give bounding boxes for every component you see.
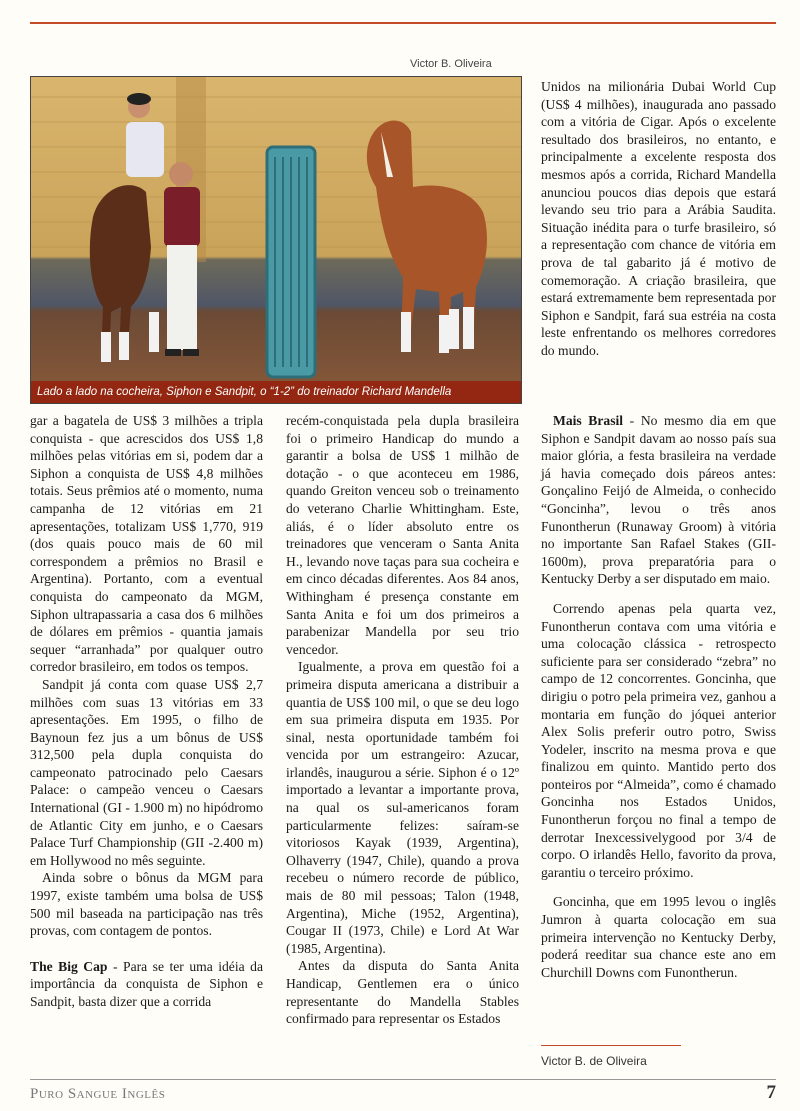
column-3-top (541, 78, 776, 360)
paragraph: Correndo apenas pela quarta vez, Funontherun contava com uma vitória e uma colocação clássica - retrospecto suficiente para ser considerado “zebra” no campo de 12 concorrentes. Goncinha, que dirigiu o potro pela primeira vez, ganhou a montaria em função do jóquei anterior Alex Solis preferir outro potro, Swiss Yodeler, inscrito na mesma prova e que finalizou em quinto. Mantido perto dos ponteiros por “Almeida”, como é chamado Goncinha nos Estados Unidos, Funontherun forçou no final a tempo de derrotar Inexcessivelygood por 3/4 de corpo. O irlandês Hello, favorito da prova, garantiu o terceiro próximo. (541, 600, 776, 880)
footer-rule (30, 1079, 776, 1080)
paragraph: Unidos na milionária Dubai World Cup (US$ 4 milhões), inaugurada ano passado com a vitória de Cigar. Após o excelente resultado dos brasileiros, no entanto, e principalmente a excelente resposta dos mesmos após a corrida, Richard Mandella anunciou poucos dias depois que estará levando seu trio para a Arábia Saudita. Situação inédita para o turfe brasileiro, só a representação com chance de vitória em prova de tal gabarito já é motivo de comemoração. A criação brasileira, que estará extremamente bem representada por Siphon e Sandpit, fará sua estréia na costa leste enfrentando os melhores corredores do mundo. (541, 79, 776, 358)
stable-scene-illustration (31, 77, 521, 403)
section-lead: - No mesmo dia em que Siphon e Sandpit davam ao nosso país sua maior glória, a festa brasileira na verdade já havia começado dois páreos antes: Gonçalino Feijó de Almeida, o conhecido “Goncinha”, levou o três anos Funontherun (Runaway Groom) à vitória no importante San Rafael Stakes (GII-1600m), prova preparatória para o Kentucky Derby a ser disputado em maio. (541, 413, 776, 587)
paragraph: Igualmente, a prova em questão foi a primeira disputa americana a distribuir a quantia de US$ 100 mil, o que se deu logo em sua primeira disputa em 1935. Por sinal, nesta oportunidade também foi vencida por um estrangeiro: Azucar, irlandês, inaugurou a série. Siphon é o 12º importado a levantar a importante prova, na qual os sul-americanos foram particularmente felizes: saíram-se vitoriosos Kayak (1939, Argentina), Olhaverry (1947, Chile), quando a prova recebeu o número recorde de público, mais de 80 mil pessoas; Talon (1948, Argentina), Miche (1952, Argentina), Cougar II (1973, Chile) e Lord At War (1985, Argentina). (286, 659, 519, 956)
paragraph: Goncinha, que em 1995 levou o inglês Jumron à quarta colocação em sua primeira intervenção no Kentucky Derby, poderá reeditar sua chance este ano em Churchill Downs com Funontherun. (541, 894, 776, 980)
paragraph: recém-conquistada pela dupla brasileira foi o primeiro Handicap do mundo a garantir a bolsa de US$ 1 milhão de dotação - o que aconteceu em 1986, quando Greiton venceu sob o treinamento do veterano Charlie Whittingham. Este, aliás, é o líder absoluto entre os treinadores que venceram o Santa Anita H., levando nove taças para sua cocheira e em cinco décadas diferentes. Aos 84 anos, Withingham é presença constante em Santa Anita e foi um dos primeiros a parabenizar Mandella por seu trio vencedor. (286, 413, 519, 657)
top-rule (30, 22, 776, 24)
stable-photo (30, 76, 522, 404)
column-1 (30, 412, 263, 1011)
paragraph: Antes da disputa do Santa Anita Handicap, Gentlemen era o único representante do Mandella Stables confirmado para representar os Estados (286, 958, 519, 1027)
section-lead: - Para se ter uma idéia da importância da conquista de Siphon e Sandpit, basta dizer que a corrida (30, 958, 263, 1009)
section-heading: The Big Cap (30, 958, 108, 974)
photo-caption: Lado a lado na cocheira, Siphon e Sandpit, o “1-2” do treinador Richard Mandella (31, 381, 521, 403)
section-heading: Mais Brasil (553, 413, 624, 428)
magazine-name: Puro Sangue Inglês (30, 1086, 166, 1102)
author-signature: Victor B. de Oliveira (541, 1054, 647, 1068)
paragraph: Ainda sobre o bônus da MGM para 1997, existe também uma bolsa de US$ 500 mil baseada na participação nas três provas, com contagem de pontos. (30, 870, 263, 939)
section-mais-brasil (541, 412, 776, 588)
photo-credit: Victor B. Oliveira (410, 58, 492, 70)
page-number: 7 (766, 1082, 776, 1103)
signature-rule (541, 1045, 681, 1046)
section-big-cap (30, 958, 263, 1011)
column-3 (541, 412, 776, 981)
column-2 (286, 412, 519, 1028)
paragraph: gar a bagatela de US$ 3 milhões a tripla conquista - que acrescidos dos US$ 1,8 milhões pelas vitórias em si, podem dar a Siphon a conquista de US$ 4,8 milhões totais. Seus prêmios até o momento, numa campanha de 12 vitórias em 21 apresentações, totalizam US$ 1,770, 919 (dos quais pouco mais de 60 mil correspondem a prêmios no Brasil e Argentina). Portanto, com a eventual conquista do campeonato da MGM, Siphon ultrapassaria a casa dos 6 milhões de dólares em prêmios - quantia jamais sequer “arranhada” por qualquer outro corredor brasileiro, em todos os tempos. (30, 413, 263, 675)
paragraph: Sandpit já conta com quase US$ 2,7 milhões com suas 13 vitórias em 33 apresentações. Em 1995, o filho de Baynoun fez jus a um bônus de US$ 312,500 pela dupla conquista do campeonato patrocinado pelo Caesars Palace: o campeão venceu o Caesars International (GI - 1.900 m) no hipódromo de Atlantic City em junho, e o Caesars Palace Turf Championship (GII -2.400 m) em Hollywood no mês seguinte. (30, 676, 263, 868)
